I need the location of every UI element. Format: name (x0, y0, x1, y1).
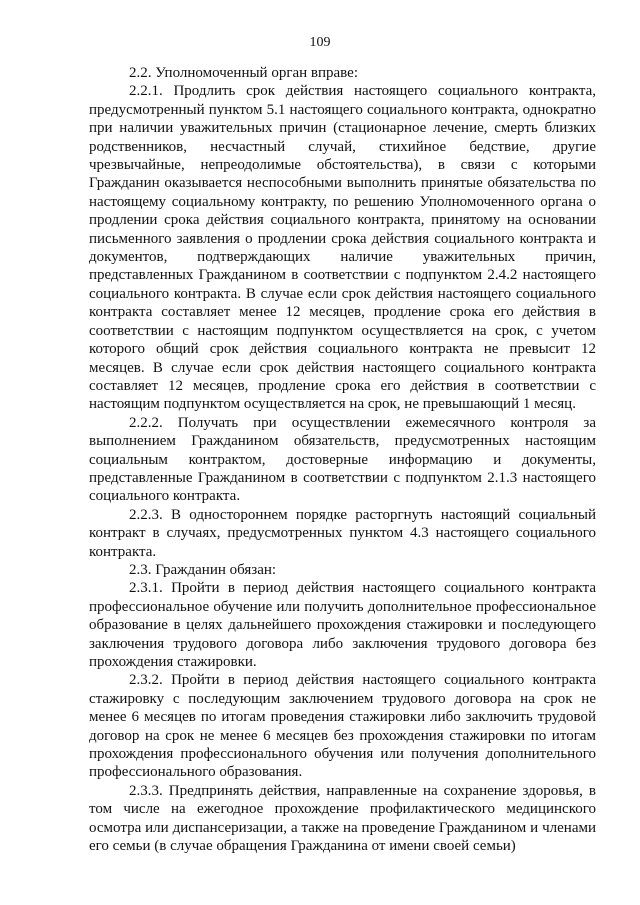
document-body (89, 64, 596, 855)
paragraph-2-3-1: 2.3.1. Пройти в период действия настоящего социального контракта профессиональное обучение или получить дополнительное профессиональное образование в целях дальнейшего прохождения стажировки и последующего заключения трудового договора либо заключения трудового договора без прохождения стажировки. (89, 580, 596, 670)
paragraph-2-3-3: 2.3.3. Предпринять действия, направленные на сохранение здоровья, в том числе на ежегодное прохождение профилактического медицинского осмотра или диспансеризации, а также на проведение Гражданином и членами его семьи (в случае обращения Гражданина от имени своей семьи) (89, 782, 596, 855)
page-number: 109 (309, 35, 331, 50)
paragraph-2-2-heading: 2.2. Уполномоченный орган вправе: (129, 65, 358, 81)
paragraph-2-2-2: 2.2.2. Получать при осуществлении ежемесячного контроля за выполнением Гражданином обязательств, предусмотренных настоящим социальным контрактом, достоверные информацию и документы, представленные Гражданином в соответствии с подпунктом 2.1.3 настоящего социального контракта. (89, 414, 596, 505)
paragraph-2-3-heading: 2.3. Гражданин обязан: (129, 561, 277, 578)
paragraph-2-2-1: 2.2.1. Продлить срок действия настоящего социального контракта, предусмотренный пунктом 5.1 настоящего социального контракта, однократно при наличии уважительных причин (стационарное лечение, смерть близких родственников, несчастный случай, стихийное бедствие, другие чрезвычайные, непреодолимые обстоятельства), в связи с которыми Гражданин оказывается неспособными выполнить принятые обязательства по настоящему социальному контракту, по решению Уполномоченного органа о продлении срока действия социального контракта, принятому на основании письменного заявления о продлении срока действия социального контракта и документов, подтверждающих наличие уважительных причин, представленных Гражданином в соответствии с подпунктом 2.4.2 настоящего социального контракта. В случае если срок действия настоящего социального контракта составляет менее 12 месяцев, продление срока его действия в соответствии с настоящим подпунктом осуществляется на срок, с учетом которого общий срок действия социального контракта не превысит 12 месяцев. В случае если срок действия настоящего социального контракта составляет 12 месяцев, продление срока его действия в соответствии с настоящим подпунктом осуществляется на срок, не превышающий 1 месяц. (89, 83, 596, 413)
paragraph-2-2-3: 2.2.3. В одностороннем порядке расторгнуть настоящий социальный контракт в случаях, предусмотренных пунктом 4.3 настоящего социального контракта. (89, 506, 596, 560)
paragraph-2-3-2: 2.3.2. Пройти в период действия настоящего социального контракта стажировку с последующим заключением трудового договора на срок не менее 6 месяцев по итогам проведения стажировки либо заключить трудовой договор на срок не менее 6 месяцев без прохождения стажировки по итогам прохождения профессионального обучения или получения дополнительного профессионального образования. (89, 672, 596, 781)
